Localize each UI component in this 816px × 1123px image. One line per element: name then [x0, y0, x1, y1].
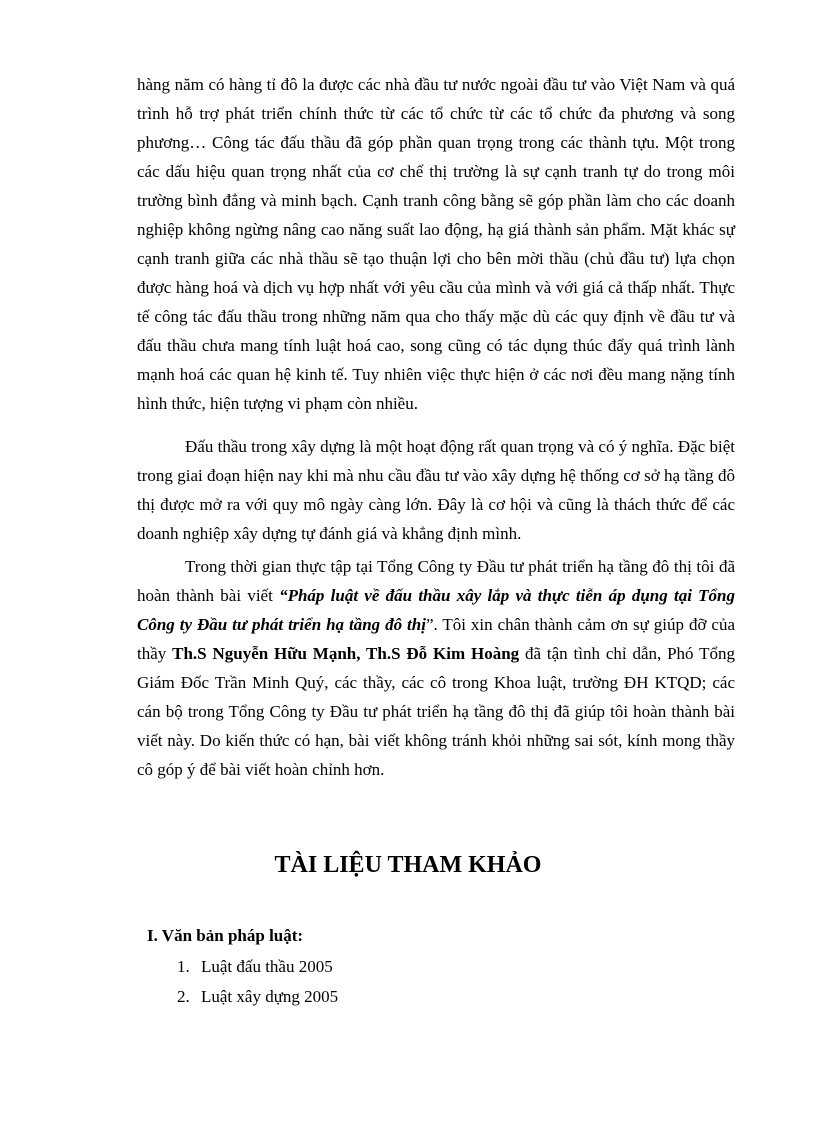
paragraph-acknowledgement	[137, 552, 735, 784]
reference-item	[177, 986, 338, 1016]
legal-documents-section-title: I. Văn bản pháp luật:	[147, 926, 304, 945]
reference-number: 2.	[177, 987, 190, 1006]
acknowledgement-text-3: đã tận tình chỉ dẫn, Phó Tổng Giám Đốc Trần Minh Quý, các thầy, các cô trong Khoa luật, trường ĐH KTQD; các cán bộ trong Tổng Công ty Đầu tư phát triển hạ tầng đô thị đã giúp tôi hoàn thành bài viết này. Do kiến thức có hạn, bài viết không tránh khỏi những sai sót, kính mong thầy cô góp ý để bài viết hoàn chỉnh hơn.	[137, 644, 735, 779]
reference-list	[177, 956, 338, 1016]
references-heading: TÀI LIỆU THAM KHẢO	[274, 852, 542, 878]
thesis-title: “Pháp luật về đấu thầu xây lắp và thực tiễn áp dụng tại Tổng Công ty Đầu tư phát triển hạ tầng đô thị	[137, 586, 736, 634]
acknowledgement-text-1: Trong thời gian thực tập tại Tổng Công ty Đầu tư phát triển hạ tầng đô thị tôi đã hoàn thành bài viết	[137, 557, 735, 605]
paragraph-investment: hàng năm có hàng tỉ đô la được các nhà đầu tư nước ngoài đầu tư vào Việt Nam và quá trình hỗ trợ phát triển chính thức từ các tổ chức từ các tổ chức đa phương và song phương… Công tác đấu thầu đã góp phần quan trọng trong các thành tựu. Một trong các dấu hiệu quan trọng nhất của cơ chế thị trường là sự cạnh tranh tự do trong môi trường bình đẳng và minh bạch. Cạnh tranh công bằng sẽ góp phần làm cho các doanh nghiệp không ngừng nâng cao năng suất lao động, hạ giá thành sản phẩm. Mặt khác sự cạnh tranh giữa các nhà thầu sẽ tạo thuận lợi cho bên mời thầu (chủ đầu tư) lựa chọn được hàng hoá và dịch vụ hợp nhất với yêu cầu của mình và với giá cả thấp nhất. Thực tế công tác đấu thầu trong những năm qua cho thấy mặc dù các quy định về đầu tư và đấu thầu chưa mang tính luật hoá cao, song cũng có tác dụng thúc đẩy quá trình lành mạnh hoá các quan hệ kinh tế. Tuy nhiên việc thực hiện ở các nơi đều mang nặng tính hình thức, hiện tượng vi phạm còn nhiều.	[137, 75, 735, 413]
reference-text: Luật xây dựng 2005	[201, 987, 339, 1006]
reference-text: Luật đấu thầu 2005	[201, 957, 333, 976]
reference-number: 1.	[177, 957, 190, 976]
advisor-names: Th.S Nguyễn Hữu Mạnh, Th.S Đỗ Kim Hoàng	[172, 644, 520, 663]
acknowledgement-text-2: ”. Tôi xin chân thành cảm ơn sự giúp đỡ của thầy	[137, 615, 735, 663]
reference-item	[177, 956, 338, 986]
paragraph-construction-bidding: Đấu thầu trong xây dựng là một hoạt động rất quan trọng và có ý nghĩa. Đặc biệt trong giai đoạn hiện nay khi mà nhu cầu đầu tư vào xây dựng hệ thống cơ sở hạ tầng đô thị được mở ra với quy mô ngày càng lớn. Đây là cơ hội và cũng là thách thức để các doanh nghiệp xây dựng tự đánh giá và khẳng định mình.	[137, 437, 735, 543]
